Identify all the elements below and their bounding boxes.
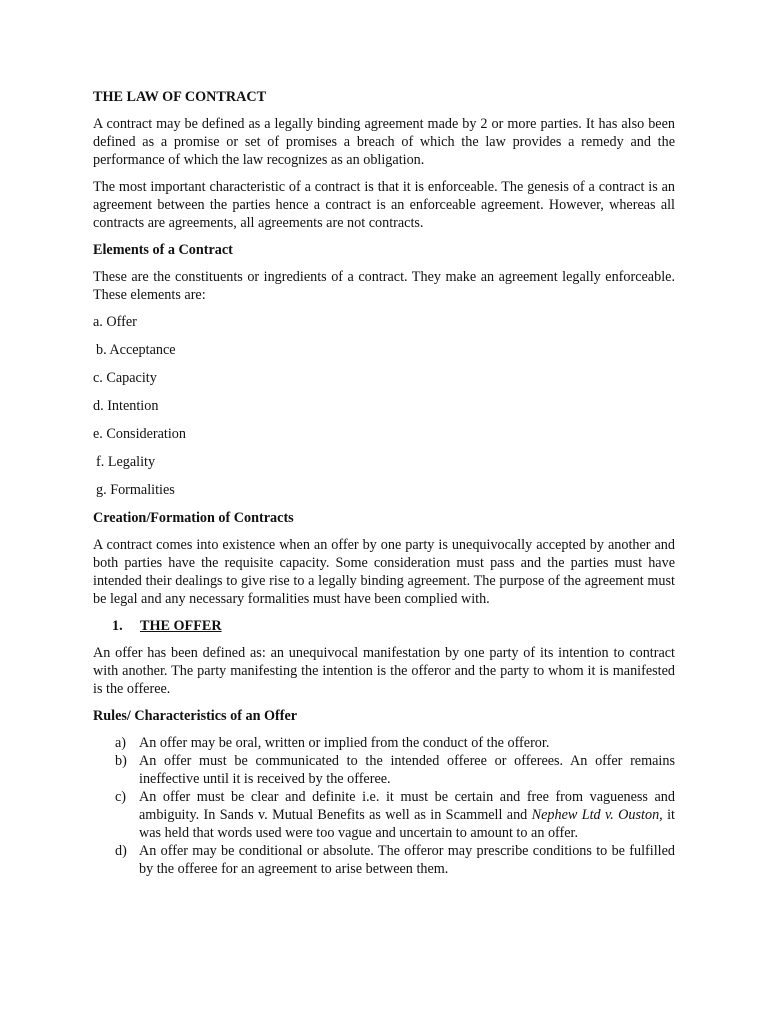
list-item-text-part: it was held that words used were too vague and uncertain to amount to an offer. <box>139 807 675 841</box>
list-item-text-part: An offer must be clear and definite i.e. it must be certain and free from vagueness and ambiguity. In Sands v. Mutual Benefits as well as in Scammell and <box>139 789 675 823</box>
list-item-text: An offer may be conditional or absolute. The offeror may prescribe conditions to be fulfilled by the offeree for an agreement to arise between them. <box>139 843 675 877</box>
list-marker: d) <box>115 843 127 859</box>
list-item-text <box>139 788 675 842</box>
list-item-text: An offer may be oral, written or implied from the conduct of the offeror. <box>139 735 550 751</box>
list-item <box>93 842 675 878</box>
element-item-consideration: e. Consideration <box>93 426 186 442</box>
rules-heading: Rules/ Characteristics of an Offer <box>93 708 298 724</box>
list-item-text: An offer must be communicated to the intended offeree or offerees. An offer remains ineffective until it is received by the offeree. <box>139 753 675 787</box>
document-body <box>93 88 675 878</box>
rules-list <box>93 734 675 878</box>
element-item-capacity: c. Capacity <box>93 370 157 386</box>
elements-heading: Elements of a Contract <box>93 242 233 258</box>
intro-paragraph-1: A contract may be defined as a legally binding agreement made by 2 or more parties. It has also been defined as a promise or set of promises a breach of which the law provides a remedy and the performance of which the law recognizes as an obligation. <box>93 116 675 168</box>
list-item <box>93 734 675 752</box>
creation-heading: Creation/Formation of Contracts <box>93 510 294 526</box>
list-item <box>93 752 675 788</box>
element-item-offer: a. Offer <box>93 314 137 330</box>
element-item-acceptance: b. Acceptance <box>96 342 176 358</box>
list-item <box>93 788 675 842</box>
list-marker: c) <box>115 789 127 805</box>
creation-paragraph: A contract comes into existence when an offer by one party is unequivocally accepted by another and both parties have the requisite capacity. Some consideration must pass and the parties must have intended their dealings to give rise to a legally binding agreement. The purpose of the agreement must be legal and any necessary formalities must have been complied with. <box>93 537 675 607</box>
element-item-intention: d. Intention <box>93 398 159 414</box>
offer-paragraph: An offer has been defined as: an unequivocal manifestation by one party of its intention to contract with another. The party manifesting the intention is the offeror and the party to whom it is manifested is the offeree. <box>93 645 675 697</box>
list-marker: a) <box>115 735 127 751</box>
offer-section-title: THE OFFER <box>140 618 222 634</box>
offer-section-number: 1. <box>112 618 123 634</box>
element-item-formalities: g. Formalities <box>96 482 175 498</box>
case-citation: Nephew Ltd v. Ouston, <box>531 807 663 823</box>
intro-paragraph-2: The most important characteristic of a contract is that it is enforceable. The genesis of a contract is an agreement between the parties hence a contract is an enforceable agreement. However, whereas all contracts are agreements, all agreements are not contracts. <box>93 179 675 231</box>
offer-section-heading <box>93 617 675 635</box>
list-marker: b) <box>115 753 127 769</box>
document-title: THE LAW OF CONTRACT <box>93 89 267 105</box>
element-item-legality: f. Legality <box>96 454 156 470</box>
elements-intro: These are the constituents or ingredients of a contract. They make an agreement legally enforceable. These elements are: <box>93 269 675 303</box>
